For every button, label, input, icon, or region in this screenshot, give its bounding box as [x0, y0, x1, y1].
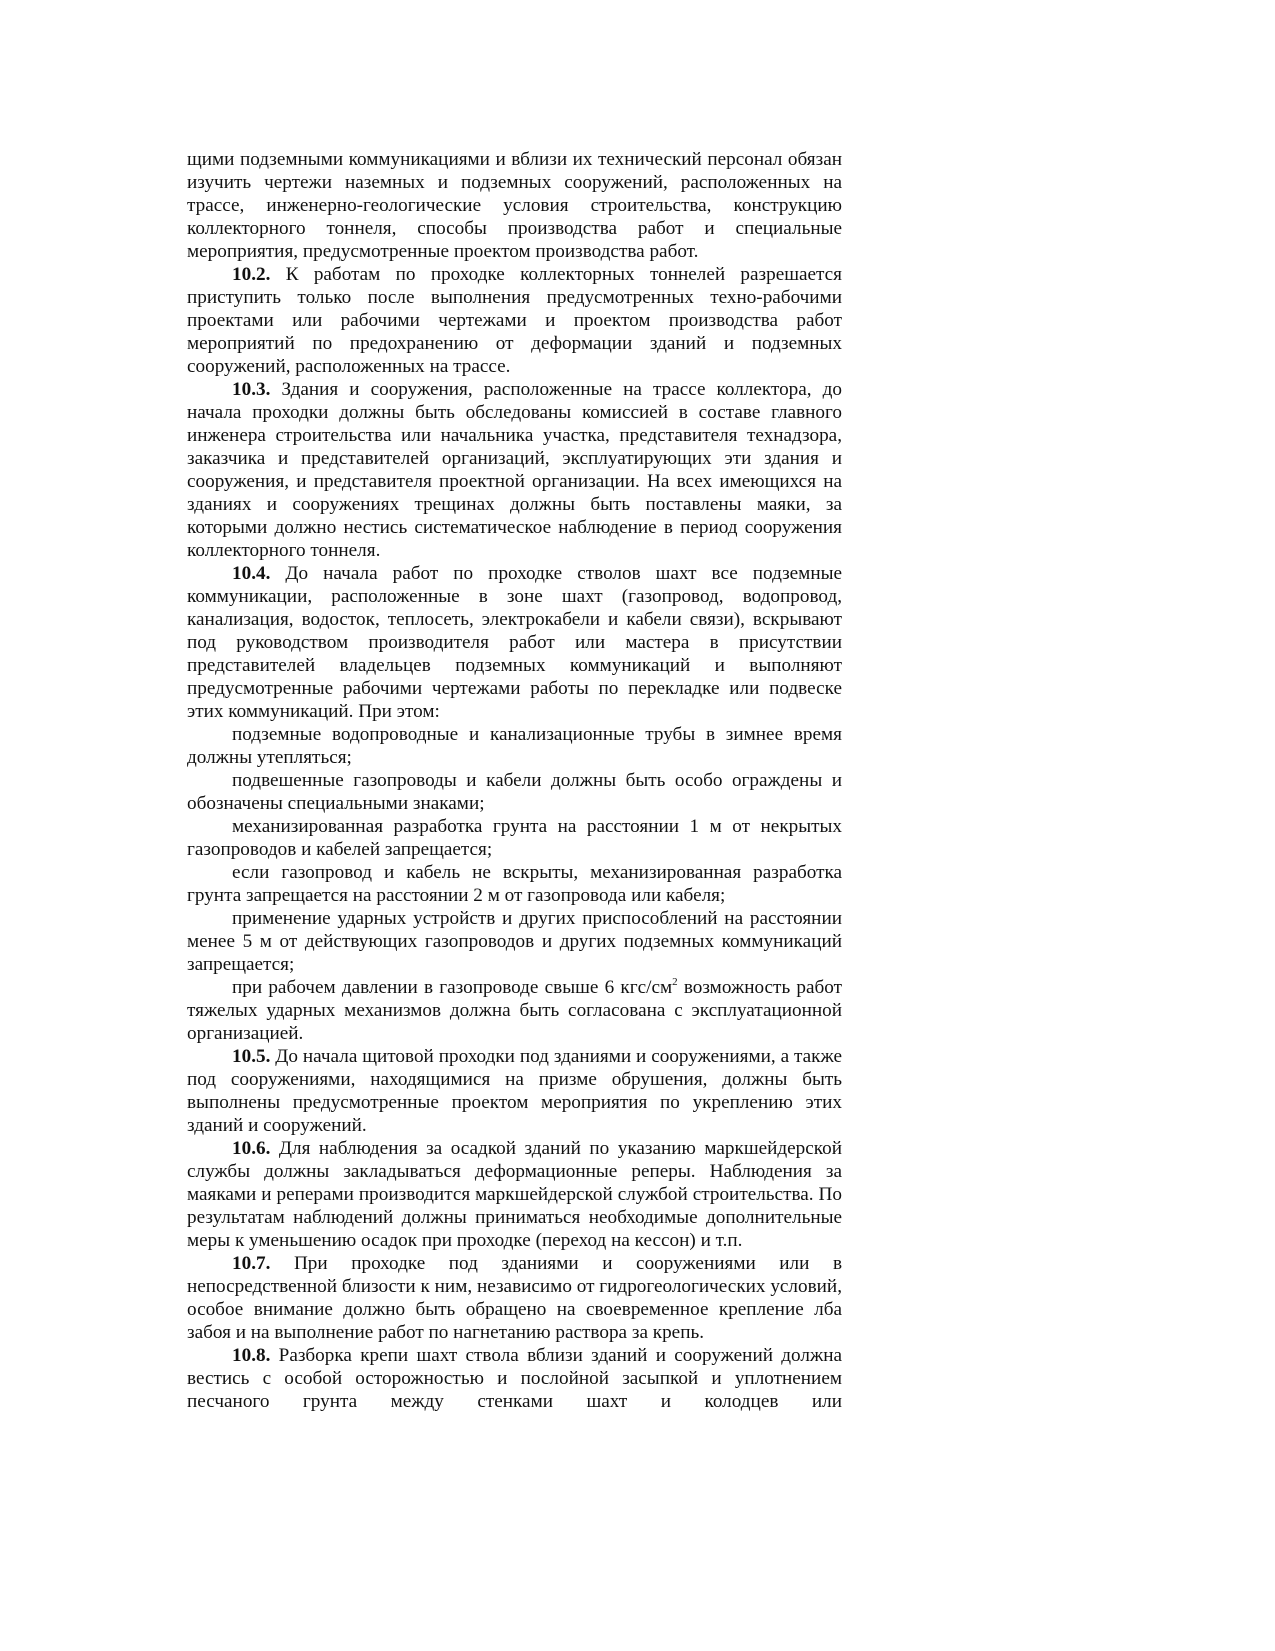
paragraph-text: если газопровод и кабель не вскрыты, механизированная разработка грунта запрещается на расстоянии 2 м от газопровода или кабеля;: [187, 862, 842, 906]
paragraph-text: До начала работ по проходке стволов шахт все подземные коммуникации, расположенные в зоне шахт (газопровод, водопровод, канализация, водосток, теплосеть, электрокабели и кабели связи), вскрывают под руководством производителя работ или мастера в присутствии представителей владельцев подземных коммуникаций и выполняют предусмотренные рабочими чертежами работы по перекладке или подвеске этих коммуникаций. При этом:: [187, 563, 842, 722]
list-item-pressure: [187, 976, 842, 1045]
paragraph-text: щими подземными коммуникациями и вблизи их технический персонал обязан изучить чертежи наземных и подземных сооружений, расположенных на трассе, инженерно-геологические условия строительства, конструкцию коллекторного тоннеля, способы производства работ и специальные мероприятия, предусмотренные проектом производства работ.: [187, 149, 842, 262]
list-item-mechanized-2m: [187, 861, 842, 907]
paragraph-text: возможность работ тяжелых ударных механизмов должна быть согласована с эксплуатационной организацией.: [187, 977, 842, 1044]
paragraph-text: Для наблюдения за осадкой зданий по указанию маркшейдерской службы должны закладываться деформационные реперы. Наблюдения за маяками и реперами производится маркшейдерской службой строительства. По результатам наблюдений должны приниматься необходимые дополнительные меры к уменьшению осадок при проходке (переход на кессон) и т.п.: [187, 1138, 842, 1251]
list-item-suspended-gas: [187, 769, 842, 815]
paragraph-text: К работам по проходке коллекторных тоннелей разрешается приступить только после выполнения предусмотренных техно-рабочими проектами или рабочими чертежами и проектом производства работ мероприятий по предохранению от деформации зданий и подземных сооружений, расположенных на трассе.: [187, 264, 843, 377]
clause-number: 10.5.: [232, 1046, 271, 1067]
paragraph-10-3: [187, 378, 842, 562]
paragraph-text: До начала щитовой проходки под зданиями и сооружениями, а также под сооружениями, находящимися на призме обрушения, должны быть выполнены предусмотренные проектом мероприятия по укреплению этих зданий и сооружений.: [187, 1046, 843, 1136]
paragraph-10-7: [187, 1252, 842, 1344]
list-item-water-pipes: [187, 723, 842, 769]
paragraph-10-5: [187, 1045, 842, 1137]
paragraph-10-8: [187, 1344, 842, 1413]
list-item-impact-devices: [187, 907, 842, 976]
paragraph-10-2: [187, 263, 842, 378]
paragraph-text: применение ударных устройств и других приспособлений на расстоянии менее 5 м от действующих газопроводов и других подземных коммуникаций запрещается;: [187, 908, 842, 975]
superscript: 2: [672, 975, 678, 988]
clause-number: 10.3.: [232, 379, 271, 400]
paragraph-text: При проходке под зданиями и сооружениями или в непосредственной близости к ним, независимо от гидрогеологических условий, особое внимание должно быть обращено на своевременное крепление лба забоя и на выполнение работ по нагнетанию раствора за крепь.: [187, 1253, 843, 1343]
paragraph-text: при рабочем давлении в газопроводе свыше 6 кгс/см: [232, 977, 673, 998]
clause-number: 10.7.: [232, 1253, 271, 1274]
clause-number: 10.8.: [232, 1345, 271, 1366]
paragraph-text: Разборка крепи шахт ствола вблизи зданий и сооружений должна вестись с особой осторожностью и послойной засыпкой и уплотнением песчаного грунта между стенками шахт и колодцев или: [187, 1345, 842, 1412]
list-item-mechanized-1m: [187, 815, 842, 861]
paragraph-text: Здания и сооружения, расположенные на трассе коллектора, до начала проходки должны быть обследованы комиссией в составе главного инженера строительства или начальника участка, представителя технадзора, заказчика и представителей организаций, эксплуатирующих эти здания и сооружения, и представителя проектной организации. На всех имеющихся на зданиях и сооружениях трещинах должны быть поставлены маяки, за которыми должно нестись систематическое наблюдение в период сооружения коллекторного тоннеля.: [187, 379, 843, 561]
paragraph-text: подземные водопроводные и канализационные трубы в зимнее время должны утепляться;: [187, 724, 842, 768]
paragraph-text: механизированная разработка грунта на расстоянии 1 м от некрытых газопроводов и кабелей запрещается;: [187, 816, 842, 860]
clause-number: 10.2.: [232, 264, 271, 285]
paragraph-text: подвешенные газопроводы и кабели должны быть особо ограждены и обозначены специальными знаками;: [187, 770, 842, 814]
paragraph-10-6: [187, 1137, 842, 1252]
clause-number: 10.4.: [232, 563, 271, 584]
clause-number: 10.6.: [232, 1138, 271, 1159]
paragraph-continuation: [187, 148, 842, 263]
paragraph-10-4: [187, 562, 842, 723]
document-page: [187, 148, 842, 1413]
